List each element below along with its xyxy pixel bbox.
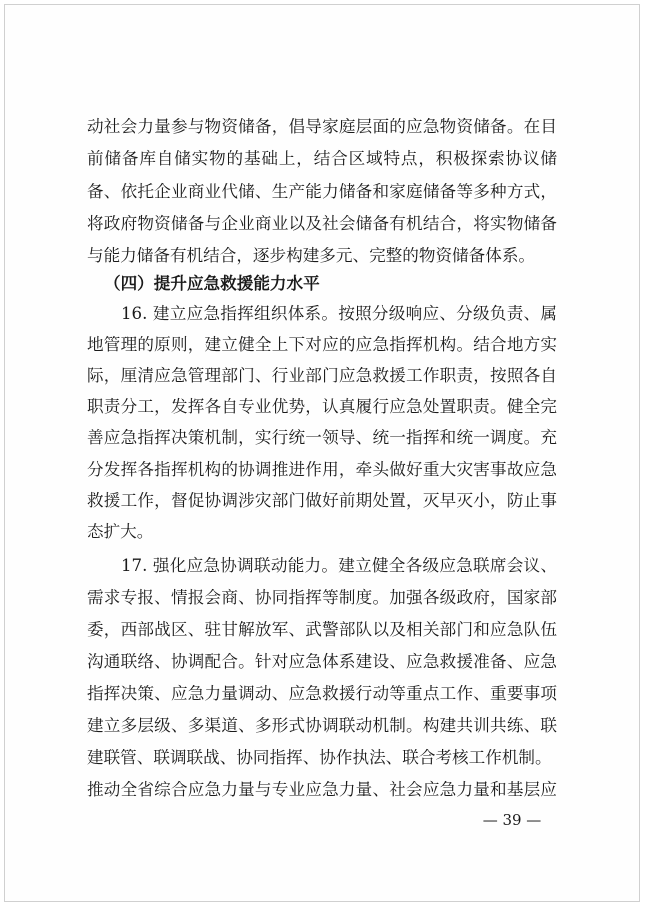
text-line: 备、依托企业商业代储、生产能力储备和家庭储备等多种方式， (87, 182, 557, 201)
text-line: 善应急指挥决策机制，实行统一领导、统一指挥和统一调度。充 (87, 428, 557, 447)
text-line: 与能力储备有机结合，逐步构建多元、完整的物资储备体系。 (87, 246, 536, 265)
page-number: — 39 — (482, 811, 542, 829)
text-line: 沟通联络、协调配合。针对应急体系建设、应急救援准备、应急 (87, 652, 557, 671)
text-line: 前储备库自储实物的基础上，结合区域特点，积极探索协议储 (87, 149, 557, 168)
text-line: 委，西部战区、驻甘解放军、武警部队以及相关部门和应急队伍 (87, 620, 557, 639)
text-line: 动社会力量参与物资储备，倡导家庭层面的应急物资储备。在目 (87, 117, 557, 136)
text-line: 态扩大。 (87, 522, 154, 541)
text-line: 建联管、联调联战、协同指挥、协作执法、联合考核工作机制。 (87, 748, 552, 767)
text-line: 际，厘清应急管理部门、行业部门应急救援工作职责，按照各自 (87, 366, 557, 385)
text-line: 推动全省综合应急力量与专业应急力量、社会应急力量和基层应 (87, 780, 557, 799)
text-line: 救援工作，督促协调涉灾部门做好前期处置，灭早灭小，防止事 (87, 491, 557, 510)
text-line: 职责分工，发挥各自专业优势，认真履行应急处置职责。健全完 (87, 397, 557, 416)
text-line: 地管理的原则，建立健全上下对应的应急指挥机构。结合地方实 (87, 335, 557, 354)
paragraph-start-17: 17. 强化应急协调联动能力。建立健全各级应急联席会议、 (121, 556, 557, 575)
paragraph-start-16: 16. 建立应急指挥组织体系。按照分级响应、分级负责、属 (121, 304, 557, 323)
section-heading: （四）提升应急救援能力水平 (104, 273, 320, 293)
text-line: 需求专报、情报会商、协同指挥等制度。加强各级政府，国家部 (87, 588, 557, 607)
text-line: 指挥决策、应急力量调动、应急救援行动等重点工作、重要事项 (87, 684, 557, 703)
text-line: 分发挥各指挥机构的协调推进作用，牵头做好重大灾害事故应急 (87, 460, 557, 479)
text-line: 建立多层级、多渠道、多形式协调联动机制。构建共训共练、联 (87, 716, 557, 735)
text-line: 将政府物资储备与企业商业以及社会储备有机结合，将实物储备 (87, 214, 557, 233)
